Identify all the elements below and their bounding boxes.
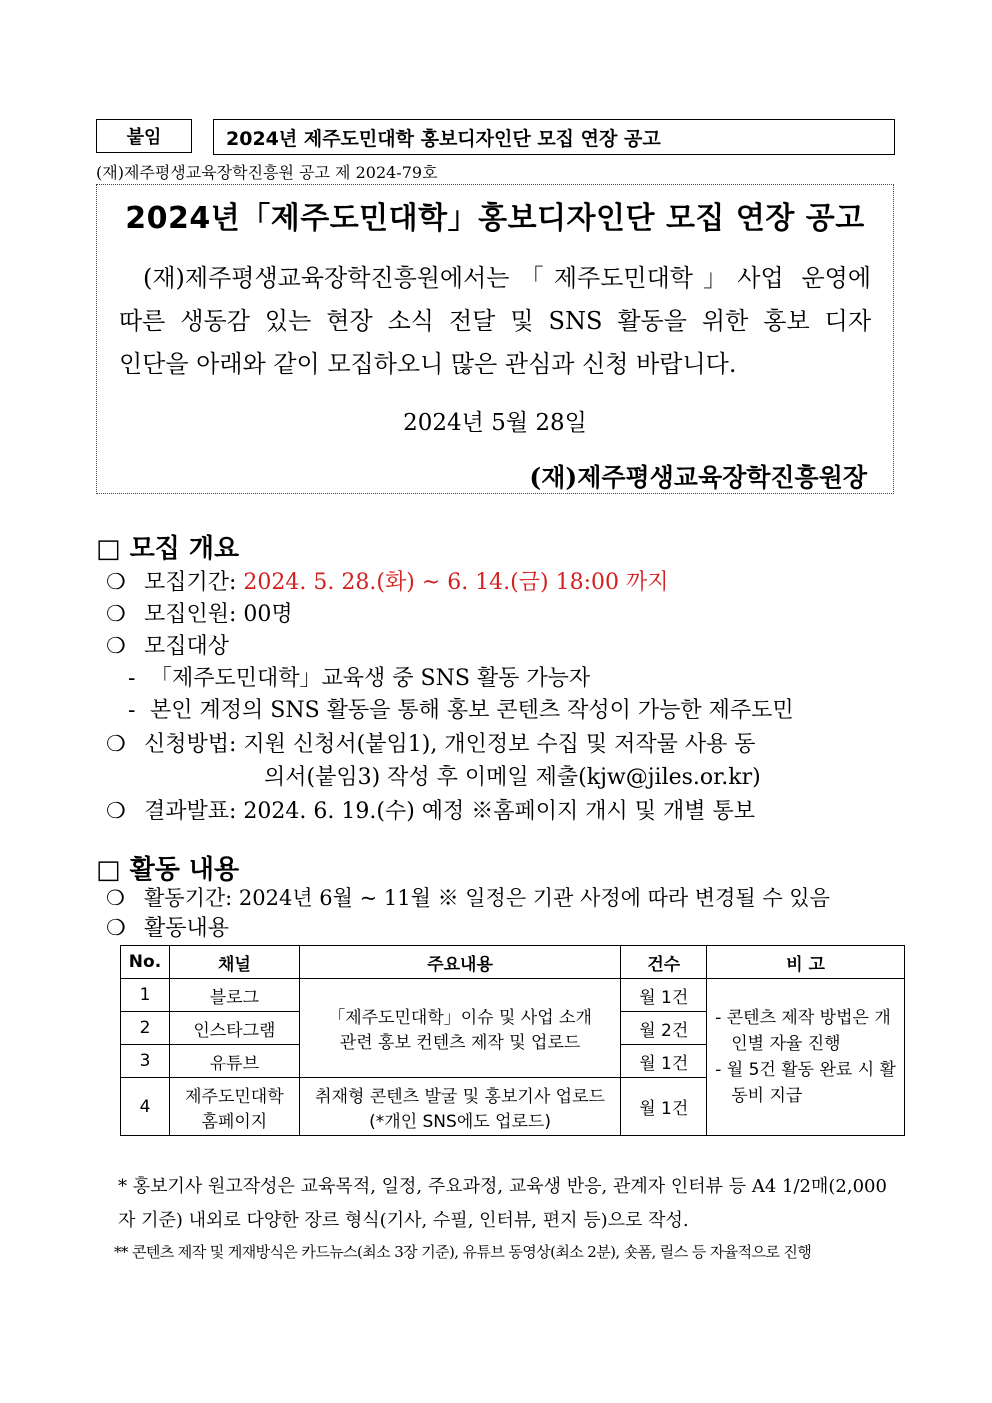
table-header: 주요내용 <box>299 946 621 979</box>
footnote-1: * 홍보기사 원고작성은 교육목적, 일정, 주요과정, 교육생 반응, 관계자 인터뷰 등 A4 1/2매(2,000자 기준) 내외로 다양한 장르 형식(기사, 수필, 인터뷰, 편지 등)으로 작성. <box>118 1176 887 1231</box>
cell-channel: 유튜브 <box>169 1045 299 1078</box>
apply-method-cont: 의서(붙임3) 작성 후 이메일 제출(kjw@jiles.or.kr) <box>264 765 761 790</box>
notice-signature: (재)제주평생교육장학진흥원장 <box>529 463 867 492</box>
channel-line: 홈페이지 <box>201 1111 268 1132</box>
period-label: 모집기간: <box>144 570 244 595</box>
section-heading-recruit: □ 모집 개요 <box>96 534 240 564</box>
notice-date: 2024년 5월 28일 <box>403 410 587 436</box>
target-item <box>128 661 590 692</box>
recruit-target <box>106 629 229 660</box>
table-header: 채널 <box>169 946 299 979</box>
cell-no: 4 <box>121 1078 170 1136</box>
bullet-icon: ❍ <box>106 602 126 627</box>
result-text: 결과발표: 2024. 6. 19.(수) 예정 ※홈페이지 개시 및 개별 통보 <box>144 799 756 824</box>
footnote-2: ** 콘텐츠 제작 및 게재방식은 카드뉴스(최소 3장 기준), 유튜브 동영상(최소 2분), 숏폼, 릴스 등 자율적으로 진행 <box>114 1243 812 1261</box>
cell-channel: 인스타그램 <box>169 1012 299 1045</box>
cell-remarks <box>707 979 905 1136</box>
channel-line: 제주도민대학 <box>185 1086 284 1107</box>
content-line: 「제주도민대학」이슈 및 사업 소개 <box>328 1008 592 1028</box>
cell-no: 3 <box>121 1045 170 1078</box>
count-text: 모집인원: 00명 <box>144 602 293 627</box>
result-announce <box>106 794 755 825</box>
remark-line: - 콘텐츠 제작 방법은 개인별 자율 진행 <box>715 1008 891 1054</box>
announcement-number: (재)제주평생교육장학진흥원 공고 제 2024-79호 <box>96 163 438 182</box>
cell-no: 1 <box>121 979 170 1012</box>
dash-icon: - <box>128 666 136 691</box>
notice-title: 2024년「제주도민대학」홍보디자인단 모집 연장 공고 <box>125 201 865 236</box>
table-header-row <box>121 946 905 979</box>
activity-period <box>106 882 830 912</box>
content-line: 취재형 콘텐츠 발굴 및 홍보기사 업로드 <box>315 1086 605 1107</box>
cell-count: 월 1건 <box>621 1078 707 1136</box>
cell-content-merged <box>299 979 621 1078</box>
dash-icon: - <box>128 698 136 723</box>
section-heading-activity: □ 활동 내용 <box>96 855 240 885</box>
activity-table <box>120 945 905 1136</box>
cell-no: 2 <box>121 1012 170 1045</box>
target-item-text: 본인 계정의 SNS 활동을 통해 홍보 콘텐츠 작성이 가능한 제주도민 <box>150 698 794 723</box>
notice-body-line: (재)제주평생교육장학진흥원에서는「제주도민대학」사업 운영에 <box>143 264 871 292</box>
notice-body <box>119 257 871 386</box>
method-text: 신청방법: 지원 신청서(붙임1), 개인정보 수집 및 저작물 사용 동 <box>144 732 756 757</box>
content-line: (*개인 SNS에도 업로드) <box>369 1111 551 1132</box>
target-item-text: 「제주도민대학」교육생 중 SNS 활동 가능자 <box>150 666 591 691</box>
activity-content-label: 활동내용 <box>144 916 230 941</box>
bullet-icon: ❍ <box>106 799 126 824</box>
notice-body-line: 인단을 아래와 같이 모집하오니 많은 관심과 신청 바랍니다. <box>119 350 737 378</box>
cell-channel: 블로그 <box>169 979 299 1012</box>
cell-count: 월 1건 <box>621 979 707 1012</box>
remark-line: - 월 5건 활동 완료 시 활동비 지급 <box>715 1060 896 1106</box>
content-line: 관련 홍보 컨텐츠 제작 및 업로드 <box>339 1033 581 1053</box>
attachment-tag: 붙임 <box>96 119 192 153</box>
bullet-icon: ❍ <box>106 570 126 595</box>
recruit-count <box>106 597 293 628</box>
activity-period-text: 활동기간: 2024년 6월 ~ 11월 ※ 일정은 기관 사정에 따라 변경될 수 있음 <box>144 886 830 910</box>
target-label: 모집대상 <box>144 634 230 659</box>
cell-content <box>299 1078 621 1136</box>
activity-content <box>106 911 229 942</box>
table-header: 건수 <box>621 946 707 979</box>
cell-count: 월 1건 <box>621 1045 707 1078</box>
notice-body-line: 따른 생동감 있는 현장 소식 전달 및 SNS 활동을 위한 홍보 디자 <box>119 307 871 335</box>
table-row <box>121 979 905 1012</box>
attachment-title: 2024년 제주도민대학 홍보디자인단 모집 연장 공고 <box>213 119 895 155</box>
cell-channel <box>169 1078 299 1136</box>
notice-box <box>96 184 894 494</box>
bullet-icon: ❍ <box>106 916 126 941</box>
apply-method <box>106 727 756 758</box>
bullet-icon: ❍ <box>106 732 126 757</box>
recruit-period <box>106 565 669 596</box>
bullet-icon: ❍ <box>106 886 125 910</box>
bullet-icon: ❍ <box>106 634 126 659</box>
cell-count: 월 2건 <box>621 1012 707 1045</box>
target-item <box>128 693 794 724</box>
table-header: 비 고 <box>707 946 905 979</box>
table-header: No. <box>121 946 170 979</box>
period-value: 2024. 5. 28.(화) ~ 6. 14.(금) 18:00 까지 <box>243 570 669 595</box>
